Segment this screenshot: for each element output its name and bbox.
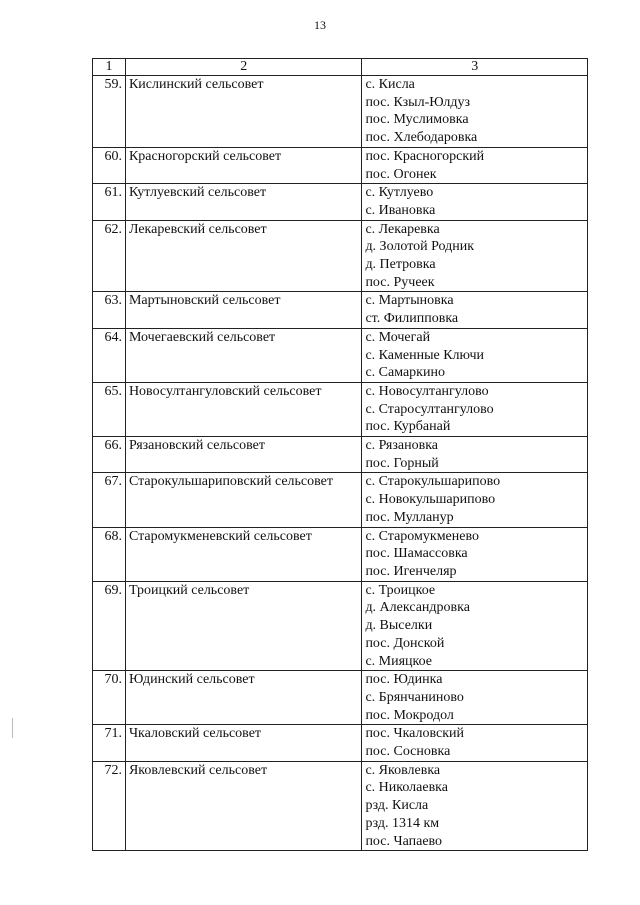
settlement-name: пос. Горный [365, 455, 439, 471]
settlement-name: с. Каменные Ключи [365, 347, 484, 363]
settlement-name: с. Ивановка [365, 202, 436, 218]
council-name: Лекаревский сельсовет [125, 220, 362, 292]
settlements-cell [362, 473, 588, 527]
settlements-cell [362, 581, 588, 671]
settlement-name: д. Александровка [365, 600, 470, 616]
settlement-name: пос. Ручеек [365, 274, 435, 290]
settlement-name: ст. Филипповка [365, 311, 459, 327]
settlements-cell [362, 220, 588, 292]
settlement-name: пос. Чапаево [365, 833, 443, 849]
council-name: Старомукменевский сельсовет [125, 527, 362, 581]
settlements-cell [362, 671, 588, 725]
row-number: 65. [93, 382, 126, 436]
settlement-name: с. Новосултангулово [365, 383, 489, 399]
row-number: 60. [93, 147, 126, 183]
table-row [93, 671, 588, 725]
settlement-name: с. Лекаревка [365, 221, 440, 237]
settlements-cell [362, 76, 588, 148]
settlement-name: пос. Мулланур [365, 509, 454, 525]
row-number: 64. [93, 328, 126, 382]
council-name: Юдинский сельсовет [125, 671, 362, 725]
settlements-cell [362, 292, 588, 328]
settlement-name: с. Старомукменево [365, 528, 479, 544]
council-name: Троицкий сельсовет [125, 581, 362, 671]
settlement-name: д. Выселки [365, 618, 433, 634]
settlement-name: пос. Шамассовка [365, 546, 468, 562]
table-row [93, 437, 588, 473]
settlements-cell [362, 184, 588, 220]
settlement-name: пос. Красногорский [365, 148, 485, 164]
table-row [93, 147, 588, 183]
row-number: 59. [93, 76, 126, 148]
settlement-name: с. Старосултангулово [365, 401, 494, 417]
row-number: 68. [93, 527, 126, 581]
settlement-name: с. Мочегай [365, 329, 431, 345]
table-row [93, 382, 588, 436]
settlement-name: с. Брянчаниново [365, 689, 464, 705]
table-row [93, 725, 588, 761]
settlement-name: пос. Сосновка [365, 744, 451, 760]
table-row [93, 184, 588, 220]
settlement-name: пос. Игенчеляр [365, 563, 457, 579]
settlement-name: д. Петровка [365, 257, 436, 273]
settlement-name: с. Кисла [365, 77, 415, 92]
settlement-name: рзд. 1314 км [365, 815, 440, 831]
header-col-1: 1 [93, 59, 126, 76]
settlement-name: д. Золотой Родник [365, 239, 475, 255]
table-header-row [93, 59, 588, 76]
table-row [93, 292, 588, 328]
council-name: Кутлуевский сельсовет [125, 184, 362, 220]
row-number: 70. [93, 671, 126, 725]
settlement-name: пос. Юдинка [365, 672, 443, 688]
row-number: 62. [93, 220, 126, 292]
settlements-cell [362, 328, 588, 382]
table-row [93, 527, 588, 581]
table-row [93, 220, 588, 292]
settlement-name: с. Новокульшарипово [365, 492, 496, 508]
table-row [93, 328, 588, 382]
settlement-name: с. Старокульшарипово [365, 474, 501, 490]
header-col-2: 2 [125, 59, 362, 76]
row-number: 69. [93, 581, 126, 671]
settlement-name: с. Мияцкое [365, 653, 432, 669]
settlement-name: с. Николаевка [365, 780, 448, 796]
settlement-name: пос. Кзыл-Юлдуз [365, 94, 471, 110]
council-name: Мартыновский сельсовет [125, 292, 362, 328]
settlements-cell [362, 147, 588, 183]
council-name: Чкаловский сельсовет [125, 725, 362, 761]
settlement-name: с. Яковлевка [365, 762, 441, 778]
page-number: 13 [314, 18, 326, 32]
settlements-cell [362, 527, 588, 581]
settlement-name: пос. Чкаловский [365, 726, 465, 742]
table-body [93, 76, 588, 851]
settlement-name: пос. Хлебодаровка [365, 130, 478, 146]
council-name: Мочегаевский сельсовет [125, 328, 362, 382]
council-name: Новосултангуловский сельсовет [125, 382, 362, 436]
header-col-3: 3 [362, 59, 588, 76]
table-row [93, 76, 588, 148]
table-row [93, 761, 588, 851]
council-name: Красногорский сельсовет [125, 147, 362, 183]
settlements-cell [362, 437, 588, 473]
settlement-name: пос. Донской [365, 635, 445, 651]
row-number: 61. [93, 184, 126, 220]
row-number: 67. [93, 473, 126, 527]
settlement-name: с. Мартыновка [365, 293, 454, 309]
settlement-name: с. Самаркино [365, 365, 445, 381]
settlement-name: с. Рязановка [365, 438, 438, 454]
settlement-name: пос. Муслимовка [365, 112, 469, 128]
row-number: 71. [93, 725, 126, 761]
council-name: Яковлевский сельсовет [125, 761, 362, 851]
margin-mark [12, 718, 13, 738]
table-row [93, 581, 588, 671]
settlement-name: пос. Курбанай [365, 419, 451, 435]
settlements-cell [362, 761, 588, 851]
council-name: Кислинский сельсовет [125, 76, 362, 148]
row-number: 72. [93, 761, 126, 851]
settlement-name: рзд. Кисла [365, 798, 429, 814]
settlement-name: пос. Огонек [365, 166, 437, 182]
settlements-cell [362, 382, 588, 436]
row-number: 63. [93, 292, 126, 328]
settlement-name: с. Кутлуево [365, 185, 434, 201]
table-row [93, 473, 588, 527]
settlement-name: с. Троицкое [365, 582, 436, 598]
council-name: Старокульшариповский сельсовет [125, 473, 362, 527]
settlements-table [92, 58, 588, 851]
settlements-cell [362, 725, 588, 761]
settlement-name: пос. Мокродол [365, 707, 454, 723]
council-name: Рязановский сельсовет [125, 437, 362, 473]
row-number: 66. [93, 437, 126, 473]
